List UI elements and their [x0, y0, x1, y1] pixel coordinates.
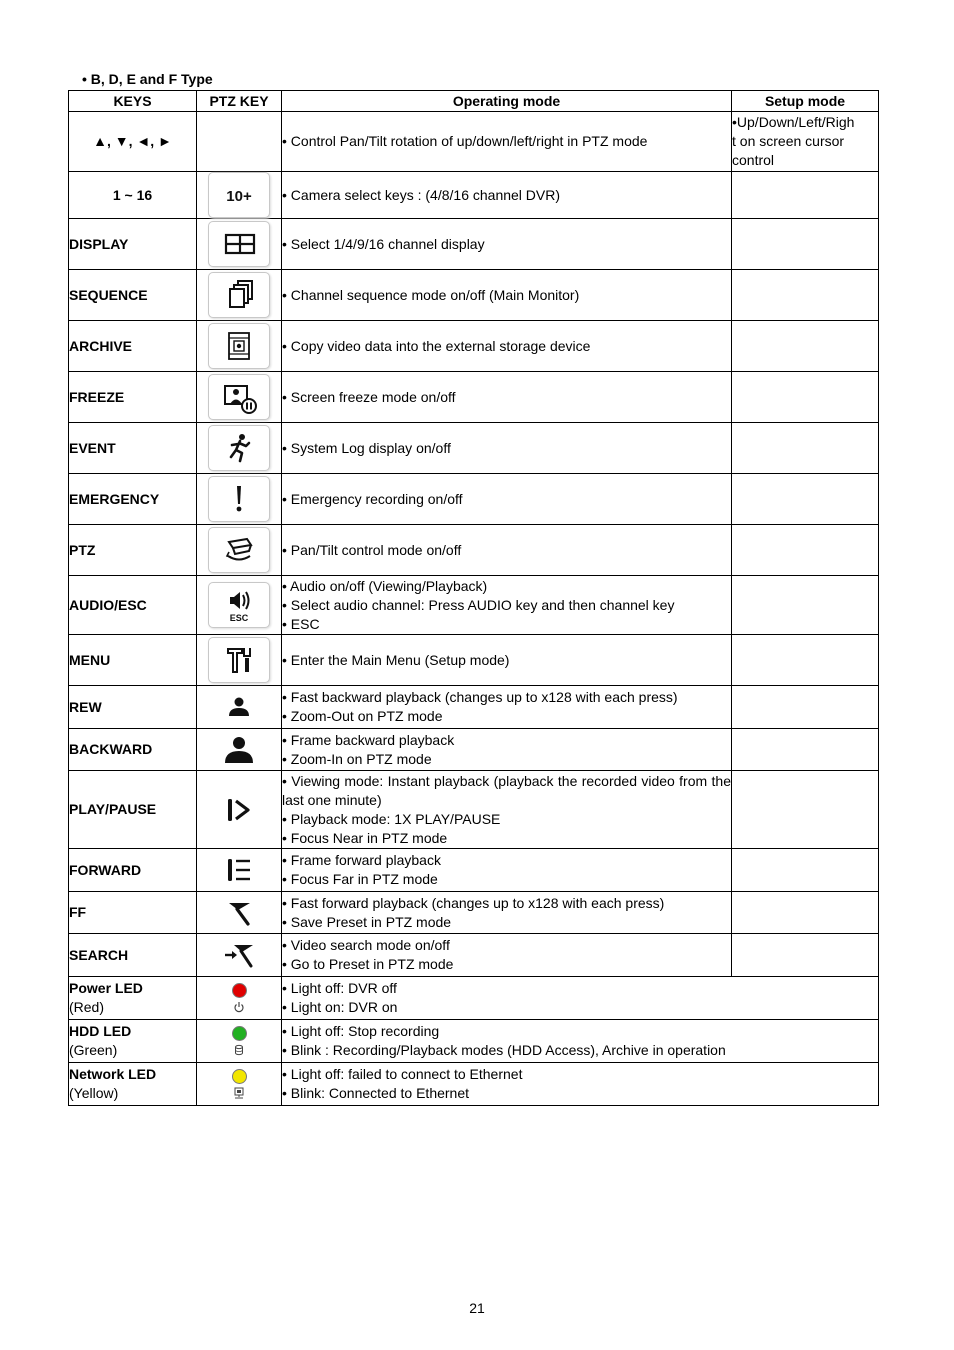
table-row: [69, 686, 879, 729]
setup-mode-cell: [732, 172, 879, 219]
header-operating-mode: Operating mode: [282, 91, 732, 112]
setup-mode-cell: [732, 892, 879, 934]
setup-line: t on screen cursor: [732, 133, 845, 149]
freeze-icon: [208, 374, 270, 420]
operating-line: • ESC: [282, 615, 320, 632]
ptz-key-cell: [197, 112, 282, 172]
operating-mode-cell: [282, 321, 732, 372]
key-label: EVENT: [69, 423, 197, 474]
ptz-key-cell: [197, 321, 282, 372]
key-label: BACKWARD: [69, 729, 197, 771]
operating-mode-cell: [282, 576, 732, 635]
header-ptz-key: PTZ KEY: [197, 91, 282, 112]
esc-label: ESC: [229, 613, 249, 623]
operating-line: • Blink: Connected to Ethernet: [282, 1085, 470, 1101]
key-label: AUDIO/ESC: [69, 576, 197, 635]
led-row: [69, 977, 879, 1020]
setup-line: control: [732, 152, 775, 168]
key-label: 1 ~ 16: [69, 172, 197, 219]
led-row: [69, 1020, 879, 1063]
exclamation-icon: [208, 476, 270, 522]
ptz-key-cell: [197, 474, 282, 525]
led-label: [69, 1063, 197, 1106]
audio-esc-icon: [208, 582, 270, 628]
operating-mode-cell: [282, 172, 732, 219]
operating-line: • Go to Preset in PTZ mode: [282, 956, 454, 972]
operating-mode-cell: [282, 1020, 879, 1063]
hdd-icon: [233, 1044, 245, 1056]
operating-line: • Focus Near in PTZ mode: [282, 829, 448, 846]
ff-icon: [224, 898, 254, 928]
table-row: [69, 849, 879, 892]
operating-line: • Light off: failed to connect to Ethernet: [282, 1066, 523, 1082]
search-icon: [223, 940, 255, 970]
setup-mode-cell: [732, 729, 879, 771]
operating-mode-cell: [282, 686, 732, 729]
ptz-key-cell: [197, 729, 282, 771]
setup-mode-cell: [732, 372, 879, 423]
setup-mode-cell: [732, 934, 879, 977]
key-label: ARCHIVE: [69, 321, 197, 372]
play-pause-icon: [224, 795, 254, 825]
operating-line: • Pan/Tilt control mode on/off: [282, 541, 462, 558]
tools-icon: [208, 637, 270, 683]
operating-line: • Fast backward playback (changes up to x128 with each press): [282, 689, 678, 705]
operating-mode-cell: [282, 423, 732, 474]
led-label: [69, 1020, 197, 1063]
led-name: HDD LED: [69, 1023, 132, 1039]
table-row: [69, 771, 879, 849]
table-row: [69, 372, 879, 423]
page-number: 21: [469, 1300, 485, 1316]
setup-mode-cell: [732, 270, 879, 321]
key-label: SEQUENCE: [69, 270, 197, 321]
keys-table: [68, 90, 879, 1106]
operating-mode-cell: [282, 219, 732, 270]
key-label: PLAY/PAUSE: [69, 771, 197, 849]
ptz-camera-icon: [208, 527, 270, 573]
key-label: REW: [69, 686, 197, 729]
table-row: [69, 321, 879, 372]
setup-mode-cell: [732, 112, 879, 172]
operating-line: • Light on: DVR on: [282, 999, 398, 1015]
ten-plus-icon: [208, 172, 270, 218]
ptz-key-cell: [197, 525, 282, 576]
setup-mode-cell: [732, 771, 879, 849]
ptz-key-cell: [197, 686, 282, 729]
key-label: ▲, ▼, ◄, ►: [69, 112, 197, 172]
header-keys: KEYS: [69, 91, 197, 112]
key-label: FF: [69, 892, 197, 934]
setup-mode-cell: [732, 474, 879, 525]
operating-line: • Frame backward playback: [282, 731, 455, 748]
led-color-label: (Red): [69, 999, 105, 1015]
operating-line: • Viewing mode: Instant playback (playback the recorded video from the last one minute): [282, 772, 731, 808]
operating-line: • Video search mode on/off: [282, 937, 450, 953]
key-label: DISPLAY: [69, 219, 197, 270]
setup-mode-cell: [732, 423, 879, 474]
table-row: [69, 576, 879, 635]
operating-line: • Select audio channel: Press AUDIO key and then channel key: [282, 596, 675, 613]
power-icon: [233, 1001, 245, 1013]
led-indicator-cell: [197, 1063, 282, 1106]
operating-mode-cell: [282, 849, 732, 892]
ptz-key-cell: [197, 635, 282, 686]
operating-mode-cell: [282, 372, 732, 423]
operating-line: • Audio on/off (Viewing/Playback): [282, 577, 488, 594]
led-indicator-cell: [197, 977, 282, 1020]
ptz-key-cell: [197, 270, 282, 321]
table-row: [69, 892, 879, 934]
ptz-key-cell: [197, 849, 282, 892]
table-row: [69, 729, 879, 771]
operating-mode-cell: [282, 474, 732, 525]
quad-display-icon: [208, 221, 270, 267]
ptz-key-cell: [197, 172, 282, 219]
operating-line: • Control Pan/Tilt rotation of up/down/left/right in PTZ mode: [282, 133, 648, 149]
forward-icon: [224, 855, 254, 885]
person-small-icon: [224, 692, 254, 722]
key-label: MENU: [69, 635, 197, 686]
ptz-key-cell: [197, 372, 282, 423]
led-label: [69, 977, 197, 1020]
ptz-key-cell: [197, 423, 282, 474]
operating-line: • Blink : Recording/Playback modes (HDD Access), Archive in operation: [282, 1042, 726, 1058]
setup-mode-cell: [732, 686, 879, 729]
key-label: SEARCH: [69, 934, 197, 977]
ten-plus-text: 10+: [226, 188, 252, 205]
operating-mode-cell: [282, 1063, 879, 1106]
table-header-row: [69, 91, 879, 112]
section-title: • B, D, E and F Type: [82, 71, 213, 87]
table-row: [69, 112, 879, 172]
operating-line: • Camera select keys : (4/8/16 channel DVR): [282, 186, 561, 203]
ptz-key-cell: [197, 219, 282, 270]
led-name: Network LED: [69, 1066, 157, 1082]
operating-line: • Light off: Stop recording: [282, 1023, 440, 1039]
led-name: Power LED: [69, 980, 143, 996]
table-row: [69, 635, 879, 686]
setup-mode-cell: [732, 525, 879, 576]
operating-line: • System Log display on/off: [282, 439, 451, 456]
operating-mode-cell: [282, 112, 732, 172]
table-row: [69, 270, 879, 321]
operating-line: • Focus Far in PTZ mode: [282, 871, 438, 887]
green-led: [232, 1026, 247, 1041]
table-row: [69, 525, 879, 576]
ptz-key-cell: [197, 934, 282, 977]
network-icon: [233, 1087, 245, 1099]
led-row: [69, 1063, 879, 1106]
operating-line: • Enter the Main Menu (Setup mode): [282, 651, 510, 668]
operating-mode-cell: [282, 729, 732, 771]
led-indicator-cell: [197, 1020, 282, 1063]
table-row: [69, 219, 879, 270]
operating-line: • Emergency recording on/off: [282, 490, 463, 507]
ptz-key-cell: [197, 576, 282, 635]
red-led: [232, 983, 247, 998]
operating-mode-cell: [282, 892, 732, 934]
setup-line: •Up/Down/Left/Righ: [732, 114, 855, 130]
operating-mode-cell: [282, 771, 732, 849]
operating-mode-cell: [282, 270, 732, 321]
setup-mode-cell: [732, 635, 879, 686]
operating-line: • Light off: DVR off: [282, 980, 397, 996]
setup-mode-cell: [732, 576, 879, 635]
setup-mode-cell: [732, 849, 879, 892]
ptz-key-cell: [197, 771, 282, 849]
yellow-led: [232, 1069, 247, 1084]
setup-mode-cell: [732, 219, 879, 270]
operating-line: • Zoom-Out on PTZ mode: [282, 708, 443, 724]
key-label: FREEZE: [69, 372, 197, 423]
setup-mode-cell: [732, 321, 879, 372]
operating-mode-cell: [282, 635, 732, 686]
operating-line: • Frame forward playback: [282, 852, 441, 868]
operating-line: • Playback mode: 1X PLAY/PAUSE: [282, 810, 501, 827]
led-color-label: (Yellow): [69, 1085, 119, 1101]
operating-line: • Screen freeze mode on/off: [282, 388, 456, 405]
operating-mode-cell: [282, 934, 732, 977]
key-label: PTZ: [69, 525, 197, 576]
led-color-label: (Green): [69, 1042, 118, 1058]
table-row: [69, 172, 879, 219]
key-label: EMERGENCY: [69, 474, 197, 525]
table-row: [69, 934, 879, 977]
operating-mode-cell: [282, 977, 879, 1020]
archive-icon: [208, 323, 270, 369]
running-man-icon: [208, 425, 270, 471]
operating-line: • Save Preset in PTZ mode: [282, 913, 452, 930]
table-row: [69, 423, 879, 474]
operating-line: • Channel sequence mode on/off (Main Monitor): [282, 286, 580, 303]
sequence-icon: [208, 272, 270, 318]
operating-line: • Copy video data into the external storage device: [282, 337, 591, 354]
person-large-icon: [222, 734, 256, 766]
key-label: FORWARD: [69, 849, 197, 892]
header-setup-mode: Setup mode: [732, 91, 879, 112]
operating-line: • Select 1/4/9/16 channel display: [282, 235, 485, 252]
table-row: [69, 474, 879, 525]
operating-line: • Fast forward playback (changes up to x128 with each press): [282, 894, 665, 911]
operating-line: • Zoom-In on PTZ mode: [282, 750, 432, 767]
operating-mode-cell: [282, 525, 732, 576]
ptz-key-cell: [197, 892, 282, 934]
